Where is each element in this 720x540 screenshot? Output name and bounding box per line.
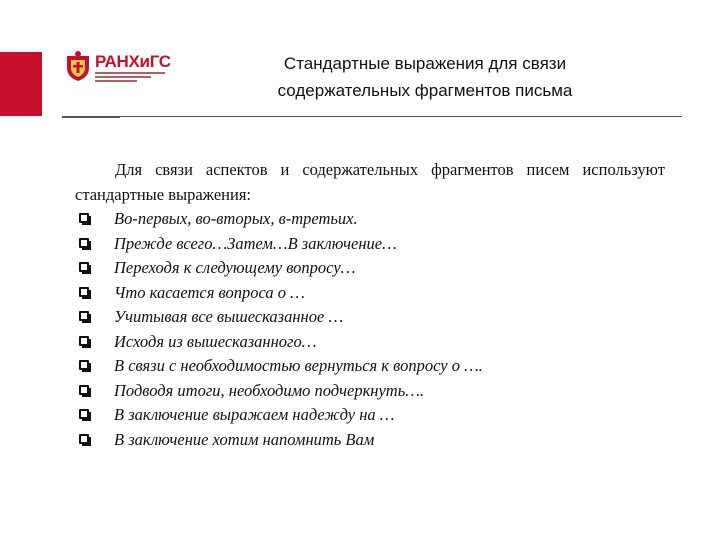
logo: [64, 50, 174, 86]
header-divider-accent: [62, 116, 120, 118]
list-item-text: Исходя из вышесказанного…: [114, 331, 317, 351]
page-title: [190, 50, 660, 104]
list-item: [75, 281, 665, 306]
content-body: [75, 158, 665, 452]
list-item: [75, 207, 665, 232]
list-item-text: Во-первых, во-вторых, в-третьих.: [114, 209, 358, 228]
expression-list: [75, 207, 665, 452]
checkbox-bullet-icon: [79, 262, 89, 272]
logo-text: РАНХиГС: [95, 52, 171, 71]
accent-bar: [0, 52, 42, 116]
checkbox-bullet-icon: [79, 385, 89, 395]
checkbox-bullet-icon: [79, 287, 89, 297]
list-item-text: Что касается вопроса о …: [114, 282, 305, 302]
checkbox-bullet-icon: [79, 409, 89, 419]
list-item: [75, 330, 665, 355]
list-item-text: Подводя итоги, необходимо подчеркнуть….: [114, 380, 425, 400]
list-item: [75, 256, 665, 281]
list-item-text: Учитывая все вышесказанное …: [114, 307, 344, 326]
checkbox-bullet-icon: [79, 360, 89, 370]
title-line-1: Стандартные выражения для связи: [283, 54, 567, 73]
header-divider: [62, 116, 682, 117]
list-item: [75, 305, 665, 330]
checkbox-bullet-icon: [79, 434, 89, 444]
logo-subtitle: [95, 72, 165, 84]
list-item: [75, 379, 665, 404]
checkbox-bullet-icon: [79, 238, 89, 248]
list-item-text: Прежде всего…Затем…В заключение…: [114, 233, 397, 253]
list-item-text: В связи с необходимостью вернуться к вопросу о ….: [114, 356, 483, 375]
emblem-icon: [64, 50, 92, 82]
checkbox-bullet-icon: [79, 311, 89, 321]
list-item: [75, 403, 665, 428]
list-item-text: В заключение выражаем надежду на …: [114, 405, 395, 424]
checkbox-bullet-icon: [79, 336, 89, 346]
list-item-text: В заключение хотим напомнить Вам: [114, 429, 375, 449]
title-line-2: содержательных фрагментов письма: [277, 81, 573, 100]
list-item: [75, 232, 665, 257]
list-item: [75, 354, 665, 379]
intro-paragraph: Для связи аспектов и содержательных фрагментов писем используют стандартные выражения:: [75, 160, 665, 204]
list-item: [75, 428, 665, 453]
checkbox-bullet-icon: [79, 213, 89, 223]
list-item-text: Переходя к следующему вопросу…: [114, 258, 356, 277]
